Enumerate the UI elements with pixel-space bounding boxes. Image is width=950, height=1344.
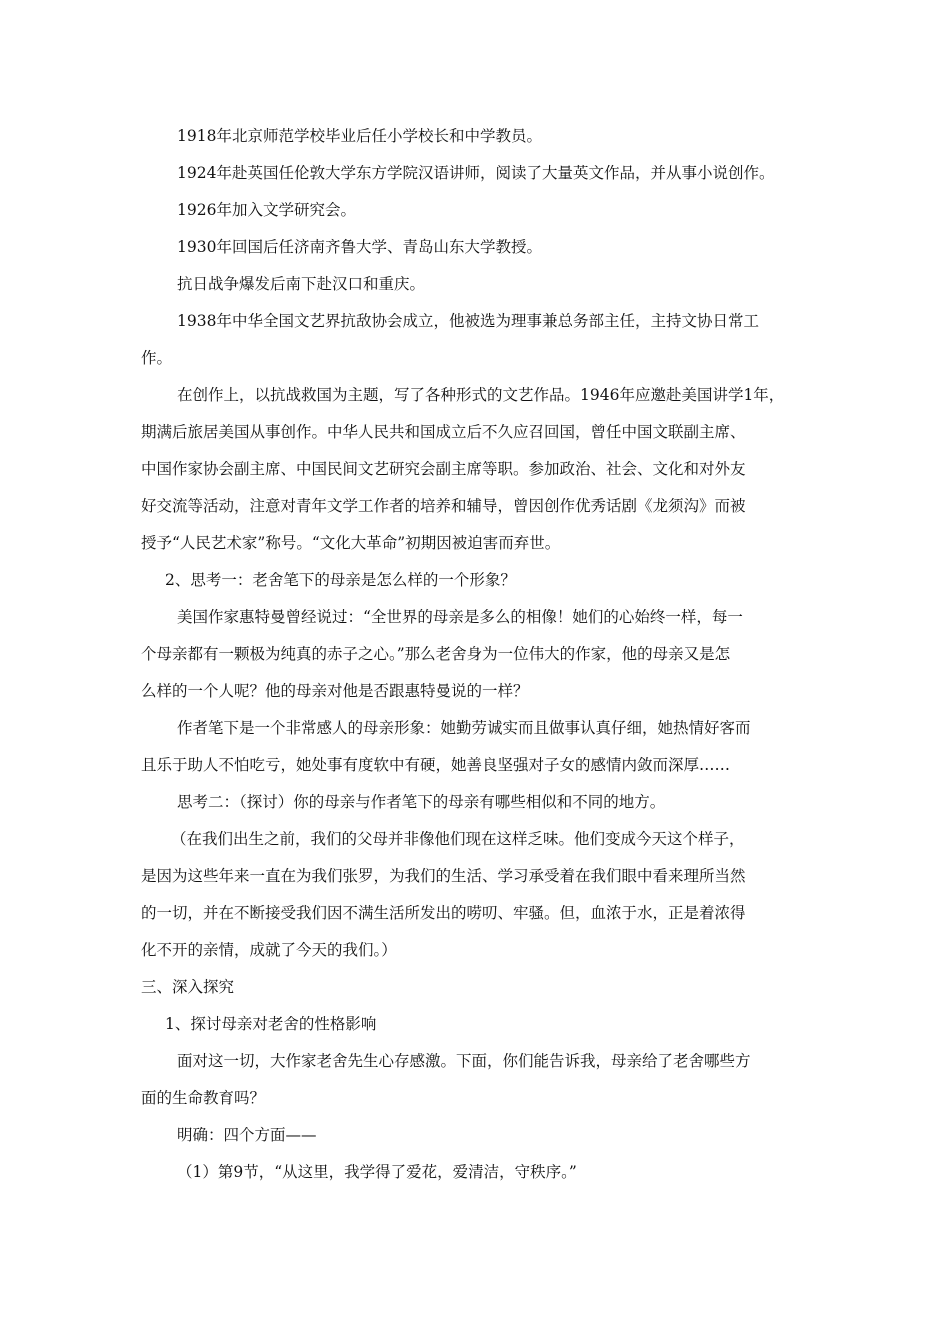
paragraph-line-1918: 1918年北京师范学校毕业后任小学校长和中学教员。 [177,127,542,145]
paragraph-line-point-1: （1）第9节，“从这里，我学得了爱花，爱清洁，守秩序。” [177,1163,577,1181]
paragraph-line-creation-4: 好交流等活动，注意对青年文学工作者的培养和辅导，曾因创作优秀话剧《龙须沟》而被 [141,497,746,515]
paragraph-line-1938: 1938年中华全国文艺界抗敌协会成立，他被选为理事兼总务部主任，主持文协日常工 [177,312,759,330]
paragraph-line-parents-3: 的一切，并在不断接受我们因不满生活所发出的唠叨、牢骚。但，血浓于水，正是着浓得 [141,904,746,922]
paragraph-line-gratitude-2: 面的生命教育吗？ [141,1089,266,1107]
paragraph-line-parents: （在我们出生之前，我们的父母并非像他们现在这样乏味。他们变成今天这个样子， [171,830,745,848]
paragraph-line-whitman: 美国作家惠特曼曾经说过：“全世界的母亲是多么的相像！她们的心始终一样，每一 [177,608,743,626]
paragraph-line-1924: 1924年赴英国任伦敦大学东方学院汉语讲师，阅读了大量英文作品，并从事小说创作。 [177,164,775,182]
paragraph-line-creation-2: 期满后旅居美国从事创作。中华人民共和国成立后不久应召回国，曾任中国文联副主席、 [141,423,746,441]
question-two-heading: 思考二：（探讨）你的母亲与作者笔下的母亲有哪些相似和不同的地方。 [177,793,666,811]
paragraph-line-creation: 在创作上，以抗战救国为主题，写了各种形式的文艺作品。1946年应邀赴美国讲学1年， [177,386,785,404]
section-three-heading: 三、深入探究 [141,978,235,996]
paragraph-line-parents-4: 化不开的亲情，成就了今天的我们。） [141,941,397,959]
paragraph-line-whitman-3: 么样的一个人呢？他的母亲对他是否跟惠特曼说的一样？ [141,682,529,700]
paragraph-line-whitman-2: 个母亲都有一颗极为纯真的赤子之心。”那么老舍身为一位伟大的作家，他的母亲又是怎 [141,645,731,663]
paragraph-line-answer: 明确：四个方面—— [177,1126,317,1144]
paragraph-line-mother-image: 作者笔下是一个非常感人的母亲形象：她勤劳诚实而且做事认真仔细，她热情好客而 [177,719,751,737]
paragraph-line-parents-2: 是因为这些年来一直在为我们张罗，为我们的生活、学习承受着在我们眼中看来理所当然 [141,867,746,885]
paragraph-line-creation-5: 授予“人民艺术家”称号。“文化大革命”初期因被迫害而弃世。 [141,534,561,552]
paragraph-line-1930: 1930年回国后任济南齐鲁大学、青岛山东大学教授。 [177,238,542,256]
paragraph-line-1926: 1926年加入文学研究会。 [177,201,356,219]
paragraph-line-war: 抗日战争爆发后南下赴汉口和重庆。 [177,275,426,293]
paragraph-line-creation-3: 中国作家协会副主席、中国民间文艺研究会副主席等职。参加政治、社会、文化和对外友 [141,460,746,478]
paragraph-line-mother-image-2: 且乐于助人不怕吃亏，她处事有度软中有硬，她善良坚强对子女的感情内敛而深厚…… [141,756,731,774]
paragraph-line-1938-cont: 作。 [141,349,173,367]
paragraph-line-gratitude: 面对这一切，大作家老舍先生心存感激。下面，你们能告诉我，母亲给了老舍哪些方 [177,1052,751,1070]
subsection-heading: 1、探讨母亲对老舍的性格影响 [165,1015,377,1033]
question-one-heading: 2、思考一：老舍笔下的母亲是怎么样的一个形象？ [165,571,516,589]
